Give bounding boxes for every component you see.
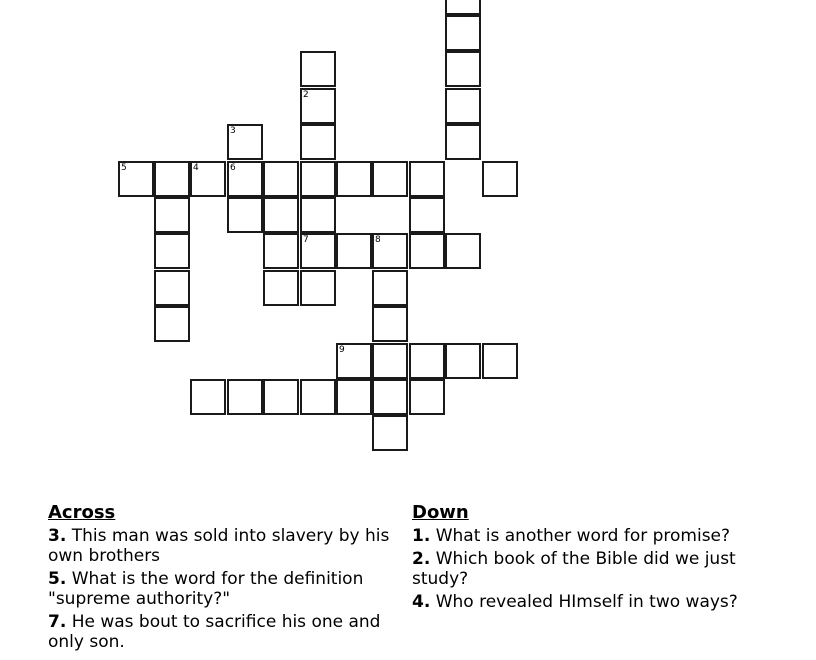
crossword-cell[interactable] xyxy=(118,161,154,197)
crossword-cell[interactable] xyxy=(445,88,481,124)
crossword-cell[interactable] xyxy=(154,306,190,342)
crossword-cell[interactable] xyxy=(409,343,445,379)
crossword-cell[interactable] xyxy=(336,233,372,269)
crossword-cell[interactable] xyxy=(300,161,336,197)
crossword-cell[interactable] xyxy=(154,233,190,269)
crossword-cell[interactable] xyxy=(300,233,336,269)
crossword-cell[interactable] xyxy=(300,270,336,306)
crossword-cell[interactable] xyxy=(154,197,190,233)
crossword-cell[interactable] xyxy=(227,379,263,415)
crossword-cell[interactable] xyxy=(482,161,518,197)
clue-across-5 xyxy=(48,569,393,609)
crossword-cell[interactable] xyxy=(227,197,263,233)
crossword-cell[interactable] xyxy=(300,379,336,415)
crossword-cell[interactable] xyxy=(227,124,263,160)
clue-text: Which book of the Bible did we just study? xyxy=(412,549,736,589)
crossword-cell[interactable] xyxy=(409,379,445,415)
crossword-cell[interactable] xyxy=(372,306,408,342)
crossword-cell[interactable] xyxy=(445,0,481,15)
crossword-cell[interactable] xyxy=(336,379,372,415)
clue-number: 4. xyxy=(412,592,431,612)
clue-down-4 xyxy=(412,592,742,612)
clue-text: What is another word for promise? xyxy=(435,526,731,546)
crossword-cell[interactable] xyxy=(336,161,372,197)
crossword-cell[interactable] xyxy=(300,51,336,87)
crossword-cell[interactable] xyxy=(409,161,445,197)
clue-down-1 xyxy=(412,526,742,546)
crossword-cell[interactable] xyxy=(372,415,408,451)
clue-number-label: 4 xyxy=(193,163,199,173)
clue-number-label: 2 xyxy=(303,90,309,100)
crossword-cell[interactable] xyxy=(445,343,481,379)
crossword-cell[interactable] xyxy=(445,233,481,269)
crossword-cell[interactable] xyxy=(154,161,190,197)
clue-text: What is the word for the definition "supreme authority?" xyxy=(48,569,364,609)
clue-number-label: 7 xyxy=(303,235,309,245)
clue-text: This man was sold into slavery by his own brothers xyxy=(48,526,390,566)
crossword-cell[interactable] xyxy=(372,343,408,379)
crossword-cell[interactable] xyxy=(336,343,372,379)
crossword-cell[interactable] xyxy=(263,270,299,306)
crossword-cell[interactable] xyxy=(409,197,445,233)
crossword-cell[interactable] xyxy=(190,161,226,197)
crossword-cell[interactable] xyxy=(154,270,190,306)
clue-number-label: 3 xyxy=(230,126,236,136)
crossword-cell[interactable] xyxy=(300,124,336,160)
crossword-cell[interactable] xyxy=(372,379,408,415)
clue-number: 1. xyxy=(412,526,431,546)
crossword-cell[interactable] xyxy=(190,379,226,415)
crossword-cell[interactable] xyxy=(445,51,481,87)
crossword-cell[interactable] xyxy=(263,161,299,197)
clue-text: He was bout to sacrifice his one and only son. xyxy=(48,612,381,652)
crossword-cell[interactable] xyxy=(445,15,481,51)
crossword-cell[interactable] xyxy=(372,161,408,197)
clue-number-label: 6 xyxy=(230,163,236,173)
clue-number: 3. xyxy=(48,526,67,546)
across-clues xyxy=(48,503,393,655)
crossword-cell[interactable] xyxy=(300,197,336,233)
crossword-cell[interactable] xyxy=(263,197,299,233)
crossword-cell[interactable] xyxy=(263,233,299,269)
crossword-cell[interactable] xyxy=(445,124,481,160)
clue-down-2 xyxy=(412,549,742,589)
clue-number-label: 8 xyxy=(375,235,381,245)
clue-number: 7. xyxy=(48,612,67,632)
crossword-cell[interactable] xyxy=(372,270,408,306)
clue-text: Who revealed HImself in two ways? xyxy=(435,592,738,612)
crossword-cell[interactable] xyxy=(263,379,299,415)
across-heading: Across xyxy=(48,502,116,523)
down-heading: Down xyxy=(412,502,469,523)
clue-across-3 xyxy=(48,526,393,566)
clue-number-label: 5 xyxy=(121,163,127,173)
crossword-cell[interactable] xyxy=(300,88,336,124)
crossword-cell[interactable] xyxy=(409,233,445,269)
clue-number: 2. xyxy=(412,549,431,569)
clue-number: 5. xyxy=(48,569,67,589)
clue-across-7 xyxy=(48,612,393,652)
clue-number-label: 9 xyxy=(339,345,345,355)
crossword-cell[interactable] xyxy=(227,161,263,197)
crossword-cell[interactable] xyxy=(372,233,408,269)
down-clues xyxy=(412,503,742,615)
crossword-cell[interactable] xyxy=(482,343,518,379)
